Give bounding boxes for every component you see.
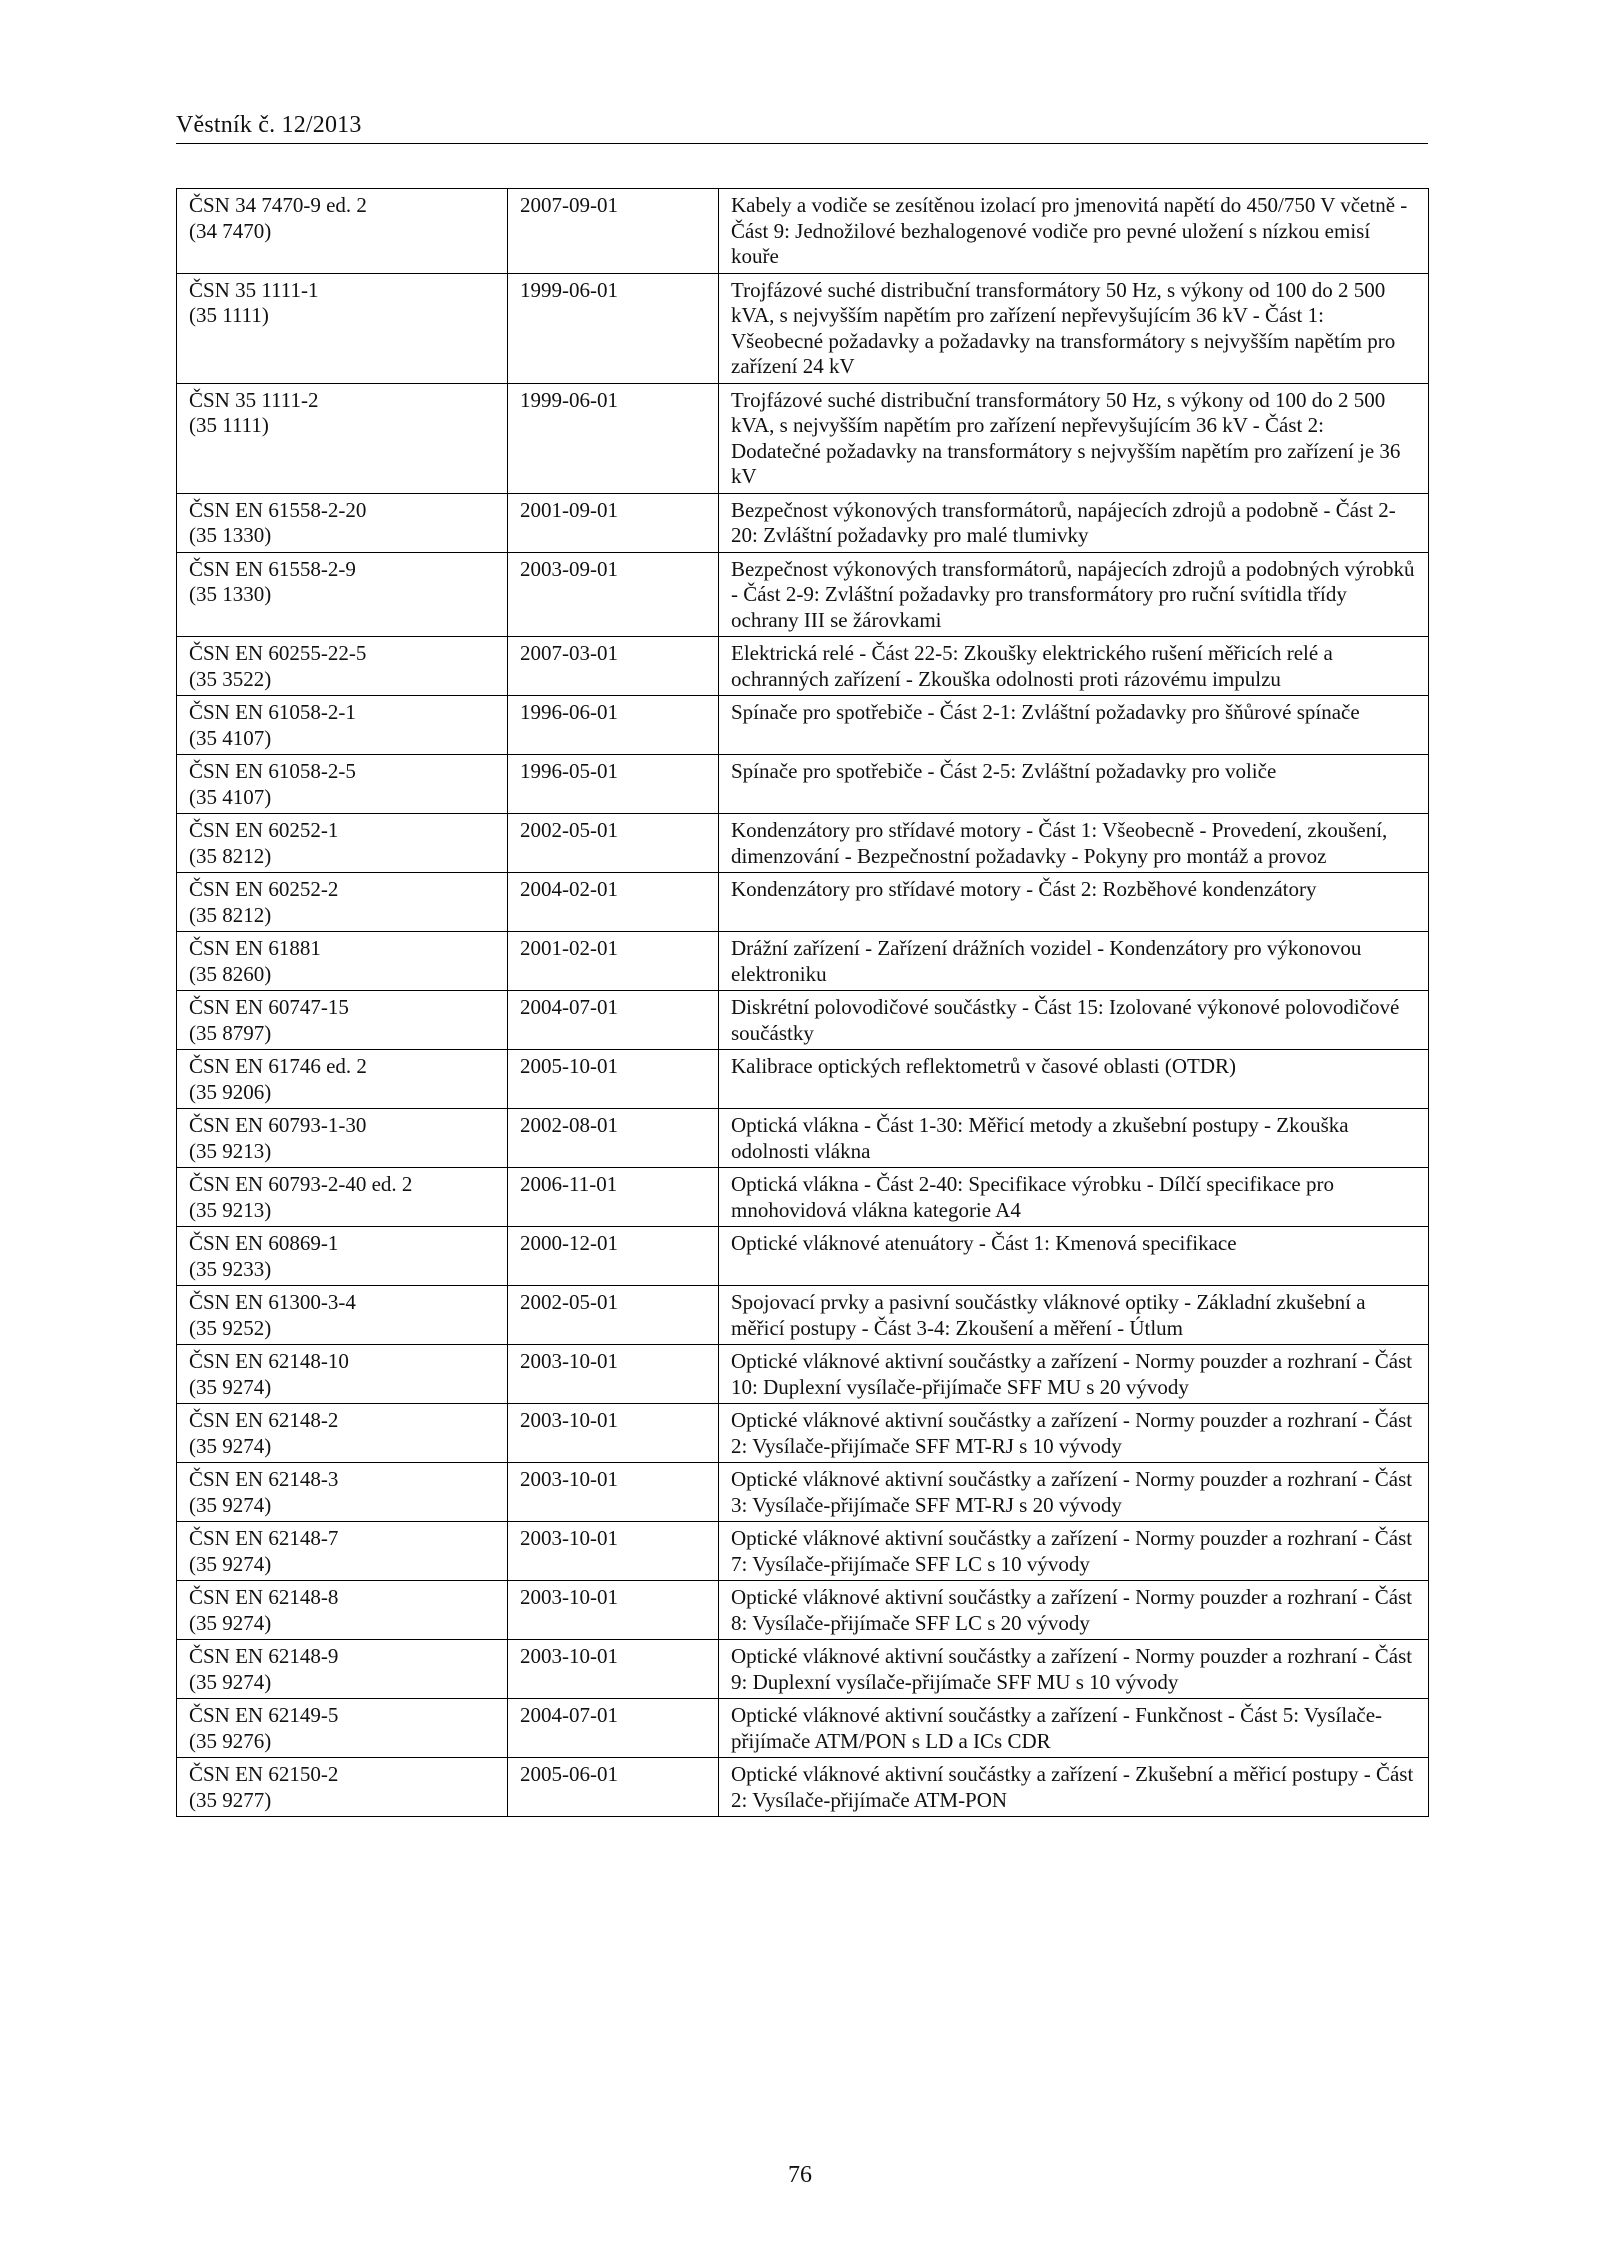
standard-code: ČSN EN 61558-2-20 [189, 497, 367, 522]
table-row [177, 991, 1429, 1050]
page-number: 76 [788, 2162, 812, 2188]
standard-id-cell [177, 755, 508, 814]
standard-title-cell: Bezpečnost výkonových transformátorů, napájecích zdrojů a podobných výrobků - Část 2-9: Zvláštní požadavky pro transformátory pro ruční svítidla třídy ochrany III se žárovkami [719, 552, 1429, 637]
classification-code: (35 1111) [189, 413, 269, 437]
table-row [177, 1522, 1429, 1581]
standard-title-cell: Kabely a vodiče se zesítěnou izolací pro jmenovitá napětí do 450/750 V včetně - Část 9: Jednožilové bezhalogenové vodiče pro pevné uložení s nízkou emisí kouře [719, 189, 1429, 274]
effective-date-cell: 2003-10-01 [508, 1640, 719, 1699]
standard-id-cell [177, 1345, 508, 1404]
standard-id-cell [177, 1227, 508, 1286]
effective-date-cell: 2003-10-01 [508, 1345, 719, 1404]
journal-title: Věstník č. 12/2013 [176, 112, 362, 138]
effective-date-cell: 2003-10-01 [508, 1581, 719, 1640]
effective-date-cell: 1999-06-01 [508, 383, 719, 493]
classification-code: (35 9274) [189, 1669, 272, 1694]
classification-code: (35 8260) [189, 961, 272, 986]
standard-code: ČSN EN 60747-15 [189, 995, 349, 1019]
table-row [177, 1699, 1429, 1758]
standard-id-cell [177, 1404, 508, 1463]
classification-code: (35 9276) [189, 1728, 272, 1753]
classification-code: (35 9274) [189, 1492, 272, 1517]
standard-title-cell: Optické vláknové atenuátory - Část 1: Kmenová specifikace [719, 1227, 1429, 1286]
standard-id-cell [177, 637, 508, 696]
standard-title-cell: Trojfázové suché distribuční transformátory 50 Hz, s výkony od 100 do 2 500 kVA, s nejvyšším napětím pro zařízení nepřevyšujícím 36 kV - Část 2: Dodatečné požadavky na transformátory s nejvyšším napětím pro zařízení je 36 kV [719, 383, 1429, 493]
standard-title-cell: Trojfázové suché distribuční transformátory 50 Hz, s výkony od 100 do 2 500 kVA, s nejvyšším napětím pro zařízení nepřevyšujícím 36 kV - Část 1: Všeobecné požadavky a požadavky na transformátory s nejvyšším napětím pro zařízení 24 kV [719, 273, 1429, 383]
effective-date-cell: 2004-02-01 [508, 873, 719, 932]
standard-title-cell: Drážní zařízení - Zařízení drážních vozidel - Kondenzátory pro výkonovou elektroniku [719, 932, 1429, 991]
standard-id-cell [177, 932, 508, 991]
classification-code: (35 1330) [189, 582, 272, 606]
standard-title-cell: Diskrétní polovodičové součástky - Část 15: Izolované výkonové polovodičové součástky [719, 991, 1429, 1050]
classification-code: (35 9277) [189, 1787, 272, 1812]
table-row [177, 383, 1429, 493]
effective-date-cell: 2006-11-01 [508, 1168, 719, 1227]
standard-title-cell: Optické vláknové aktivní součástky a zařízení - Zkušební a měřicí postupy - Část 2: Vysílače-přijímače ATM-PON [719, 1758, 1429, 1817]
classification-code: (35 9274) [189, 1551, 272, 1576]
standard-id-cell [177, 1463, 508, 1522]
table-row [177, 755, 1429, 814]
effective-date-cell: 2003-09-01 [508, 552, 719, 637]
standard-code: ČSN EN 60252-1 [189, 818, 339, 842]
effective-date-cell: 2007-09-01 [508, 189, 719, 274]
effective-date-cell: 2000-12-01 [508, 1227, 719, 1286]
table-row [177, 1168, 1429, 1227]
classification-code: (35 8212) [189, 843, 272, 868]
standard-code: ČSN EN 61558-2-9 [189, 556, 356, 581]
standard-code: ČSN EN 61058-2-1 [189, 700, 356, 724]
standard-title-cell: Spojovací prvky a pasivní součástky vláknové optiky - Základní zkušební a měřicí postupy - Část 3-4: Zkoušení a měření - Útlum [719, 1286, 1429, 1345]
standard-id-cell [177, 1286, 508, 1345]
effective-date-cell: 2002-08-01 [508, 1109, 719, 1168]
table-row [177, 1404, 1429, 1463]
classification-code: (35 4107) [189, 784, 272, 809]
effective-date-cell: 1999-06-01 [508, 273, 719, 383]
standard-title-cell: Kalibrace optických reflektometrů v časové oblasti (OTDR) [719, 1050, 1429, 1109]
table-row [177, 1109, 1429, 1168]
classification-code: (35 9213) [189, 1138, 272, 1163]
classification-code: (35 9252) [189, 1315, 272, 1340]
standard-title-cell: Optické vláknové aktivní součástky a zařízení - Normy pouzder a rozhraní - Část 10: Duplexní vysílače-přijímače SFF MU s 20 vývody [719, 1345, 1429, 1404]
table-row [177, 932, 1429, 991]
standard-code: ČSN EN 60255-22-5 [189, 641, 367, 665]
standard-code: ČSN EN 62150-2 [189, 1762, 339, 1786]
standard-id-cell [177, 1109, 508, 1168]
table-row [177, 273, 1429, 383]
table-row [177, 1286, 1429, 1345]
standard-title-cell: Optická vlákna - Část 2-40: Specifikace výrobku - Dílčí specifikace pro mnohovidová vlákna kategorie A4 [719, 1168, 1429, 1227]
standard-code: ČSN EN 60869-1 [189, 1231, 339, 1255]
standard-id-cell [177, 1699, 508, 1758]
standard-code: ČSN EN 60252-2 [189, 877, 339, 901]
standard-id-cell [177, 273, 508, 383]
classification-code: (35 8212) [189, 902, 272, 927]
standard-id-cell [177, 1640, 508, 1699]
standard-title-cell: Optické vláknové aktivní součástky a zařízení - Normy pouzder a rozhraní - Část 7: Vysílače-přijímače SFF LC s 10 vývody [719, 1522, 1429, 1581]
effective-date-cell: 1996-05-01 [508, 755, 719, 814]
standard-code: ČSN EN 62148-8 [189, 1585, 339, 1609]
standard-code: ČSN EN 61058-2-5 [189, 759, 356, 783]
classification-code: (35 9274) [189, 1374, 272, 1399]
table-row [177, 189, 1429, 274]
standard-id-cell [177, 1581, 508, 1640]
table-row [177, 1345, 1429, 1404]
standard-code: ČSN EN 62148-2 [189, 1408, 339, 1432]
effective-date-cell: 2005-10-01 [508, 1050, 719, 1109]
table-row [177, 1640, 1429, 1699]
standard-id-cell [177, 1758, 508, 1817]
standard-code: ČSN EN 61300-3-4 [189, 1290, 356, 1314]
classification-code: (35 4107) [189, 725, 272, 750]
standard-id-cell [177, 552, 508, 637]
table-row [177, 493, 1429, 552]
standard-id-cell [177, 1168, 508, 1227]
standard-id-cell [177, 383, 508, 493]
table-row [177, 1463, 1429, 1522]
standard-code: ČSN 35 1111-1 [189, 277, 319, 302]
table-row [177, 552, 1429, 637]
table-row [177, 1050, 1429, 1109]
standard-code: ČSN EN 62148-3 [189, 1467, 339, 1491]
table-row [177, 696, 1429, 755]
standard-title-cell: Elektrická relé - Část 22-5: Zkoušky elektrického rušení měřicích relé a ochranných zařízení - Zkouška odolnosti proti rázovému impulzu [719, 637, 1429, 696]
standard-code: ČSN EN 60793-2-40 ed. 2 [189, 1172, 413, 1196]
standard-code: ČSN EN 62149-5 [189, 1703, 339, 1727]
table-row [177, 1581, 1429, 1640]
effective-date-cell: 2003-10-01 [508, 1522, 719, 1581]
standard-title-cell: Spínače pro spotřebiče - Část 2-5: Zvláštní požadavky pro voliče [719, 755, 1429, 814]
table-row [177, 637, 1429, 696]
standard-code: ČSN EN 62148-10 [189, 1349, 349, 1373]
standard-code: ČSN EN 62148-7 [189, 1526, 339, 1550]
classification-code: (35 9233) [189, 1256, 272, 1281]
standard-id-cell [177, 1050, 508, 1109]
classification-code: (34 7470) [189, 218, 272, 243]
standard-id-cell [177, 814, 508, 873]
standard-title-cell: Optické vláknové aktivní součástky a zařízení - Normy pouzder a rozhraní - Část 3: Vysílače-přijímače SFF MT-RJ s 20 vývody [719, 1463, 1429, 1522]
standard-title-cell: Optické vláknové aktivní součástky a zařízení - Funkčnost - Část 5: Vysílače-přijímače ATM/PON s LD a ICs CDR [719, 1699, 1429, 1758]
effective-date-cell: 1996-06-01 [508, 696, 719, 755]
standards-table [176, 188, 1429, 1817]
standard-title-cell: Kondenzátory pro střídavé motory - Část 1: Všeobecně - Provedení, zkoušení, dimenzování - Bezpečnostní požadavky - Pokyny pro montáž a provoz [719, 814, 1429, 873]
standard-title-cell: Kondenzátory pro střídavé motory - Část 2: Rozběhové kondenzátory [719, 873, 1429, 932]
standard-code: ČSN EN 61881 [189, 936, 321, 960]
effective-date-cell: 2002-05-01 [508, 1286, 719, 1345]
standard-id-cell [177, 991, 508, 1050]
standard-title-cell: Optické vláknové aktivní součástky a zařízení - Normy pouzder a rozhraní - Část 9: Duplexní vysílače-přijímače SFF MU s 10 vývody [719, 1640, 1429, 1699]
table-row [177, 814, 1429, 873]
effective-date-cell: 2004-07-01 [508, 991, 719, 1050]
standard-id-cell [177, 189, 508, 274]
effective-date-cell: 2001-09-01 [508, 493, 719, 552]
standard-id-cell [177, 1522, 508, 1581]
standard-id-cell [177, 493, 508, 552]
effective-date-cell: 2004-07-01 [508, 1699, 719, 1758]
standard-code: ČSN EN 61746 ed. 2 [189, 1054, 367, 1078]
classification-code: (35 1111) [189, 303, 269, 327]
effective-date-cell: 2001-02-01 [508, 932, 719, 991]
classification-code: (35 9274) [189, 1610, 272, 1635]
standards-table-body [177, 189, 1429, 1817]
standard-id-cell [177, 696, 508, 755]
effective-date-cell: 2002-05-01 [508, 814, 719, 873]
classification-code: (35 1330) [189, 523, 272, 547]
classification-code: (35 9213) [189, 1197, 272, 1222]
table-row [177, 1758, 1429, 1817]
classification-code: (35 8797) [189, 1020, 272, 1045]
standard-id-cell [177, 873, 508, 932]
effective-date-cell: 2003-10-01 [508, 1463, 719, 1522]
standard-title-cell: Optická vlákna - Část 1-30: Měřicí metody a zkušební postupy - Zkouška odolnosti vlákna [719, 1109, 1429, 1168]
page-header [176, 112, 1428, 144]
table-row [177, 873, 1429, 932]
classification-code: (35 9206) [189, 1079, 272, 1104]
effective-date-cell: 2005-06-01 [508, 1758, 719, 1817]
table-row [177, 1227, 1429, 1286]
standard-title-cell: Spínače pro spotřebiče - Část 2-1: Zvláštní požadavky pro šňůrové spínače [719, 696, 1429, 755]
effective-date-cell: 2007-03-01 [508, 637, 719, 696]
standard-code: ČSN EN 60793-1-30 [189, 1113, 367, 1137]
classification-code: (35 3522) [189, 666, 272, 691]
standard-code: ČSN EN 62148-9 [189, 1644, 339, 1668]
standard-title-cell: Optické vláknové aktivní součástky a zařízení - Normy pouzder a rozhraní - Část 8: Vysílače-přijímače SFF LC s 20 vývody [719, 1581, 1429, 1640]
standard-title-cell: Optické vláknové aktivní součástky a zařízení - Normy pouzder a rozhraní - Část 2: Vysílače-přijímače SFF MT-RJ s 10 vývody [719, 1404, 1429, 1463]
standard-code: ČSN 34 7470-9 ed. 2 [189, 193, 367, 217]
effective-date-cell: 2003-10-01 [508, 1404, 719, 1463]
standard-title-cell: Bezpečnost výkonových transformátorů, napájecích zdrojů a podobně - Část 2-20: Zvláštní požadavky pro malé tlumivky [719, 493, 1429, 552]
classification-code: (35 9274) [189, 1433, 272, 1458]
standard-code: ČSN 35 1111-2 [189, 387, 319, 412]
